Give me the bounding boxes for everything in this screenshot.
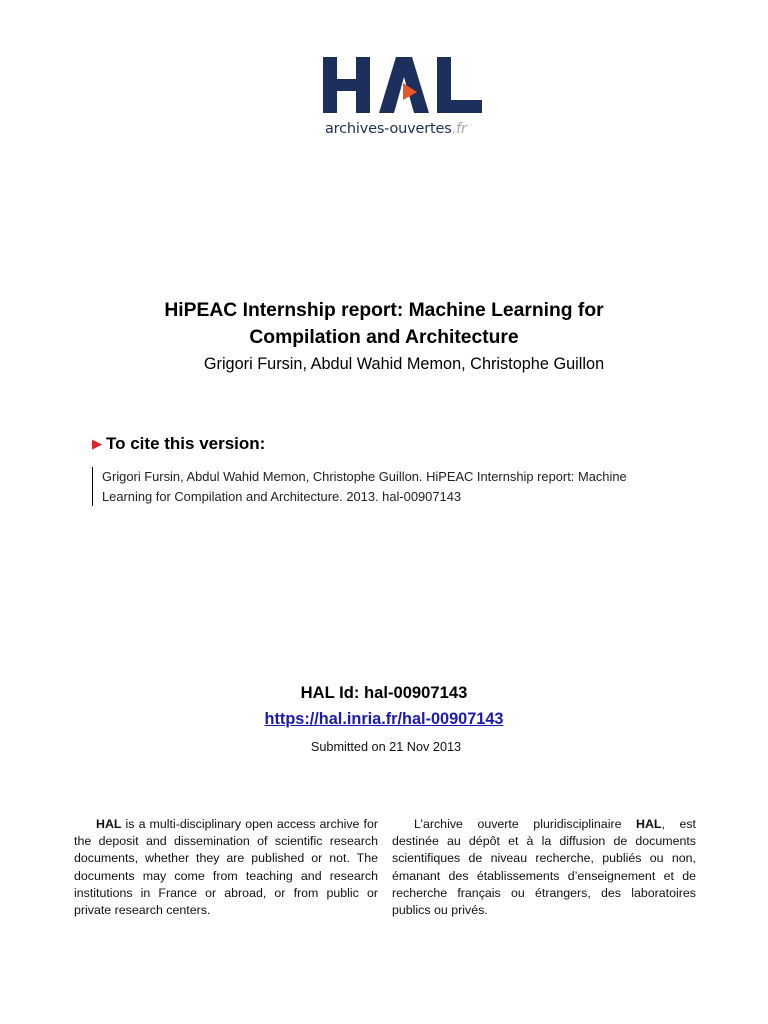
- description-french-text: , est destinée au dépôt et à la diffusion de documents scientifiques de niveau recherche, publiés ou non, émanant des établissements d’enseignement et de recherche français ou étrangers, des laboratoires publics ou privés.: [392, 817, 696, 918]
- hal-bold-fr: HAL: [636, 817, 662, 831]
- title-line-2: Compilation and Architecture: [249, 327, 519, 348]
- description-french: [392, 816, 696, 919]
- description-french-prefix: L’archive ouverte pluridisciplinaire: [414, 817, 637, 831]
- hal-id: HAL Id: hal-00907143: [300, 683, 468, 702]
- hal-logo[interactable]: [323, 52, 493, 144]
- triangle-right-icon: ▶: [92, 436, 102, 451]
- citation-line-2: Learning for Compilation and Architecture. 2013. hal-00907143: [102, 488, 462, 504]
- hal-bold: HAL: [96, 817, 122, 831]
- submission-date: Submitted on 21 Nov 2013: [310, 740, 462, 754]
- description-english: [74, 816, 378, 919]
- paper-authors: Grigori Fursin, Abdul Wahid Memon, Christophe Guillon: [203, 355, 605, 373]
- hal-logo-mark: [323, 52, 493, 118]
- logo-tagline: archives-ouvertes.fr: [325, 121, 467, 137]
- description-english-text: is a multi-disciplinary open access archive for the deposit and dissemination of scientific research documents, whether they are published or not. The documents may come from teaching and research institutions in France or abroad, or from public or private research centers.: [74, 817, 378, 918]
- citation-line-1: Grigori Fursin, Abdul Wahid Memon, Christophe Guillon. HiPEAC Internship report: Machine: [102, 469, 627, 484]
- title-line-1: HiPEAC Internship report: Machine Learning for: [164, 300, 604, 321]
- cite-heading-label: To cite this version:: [106, 434, 266, 453]
- citation-block: [92, 467, 712, 506]
- paper-title: [0, 297, 768, 351]
- hal-url-link[interactable]: https://hal.inria.fr/hal-00907143: [264, 710, 504, 728]
- cite-heading: [92, 434, 265, 454]
